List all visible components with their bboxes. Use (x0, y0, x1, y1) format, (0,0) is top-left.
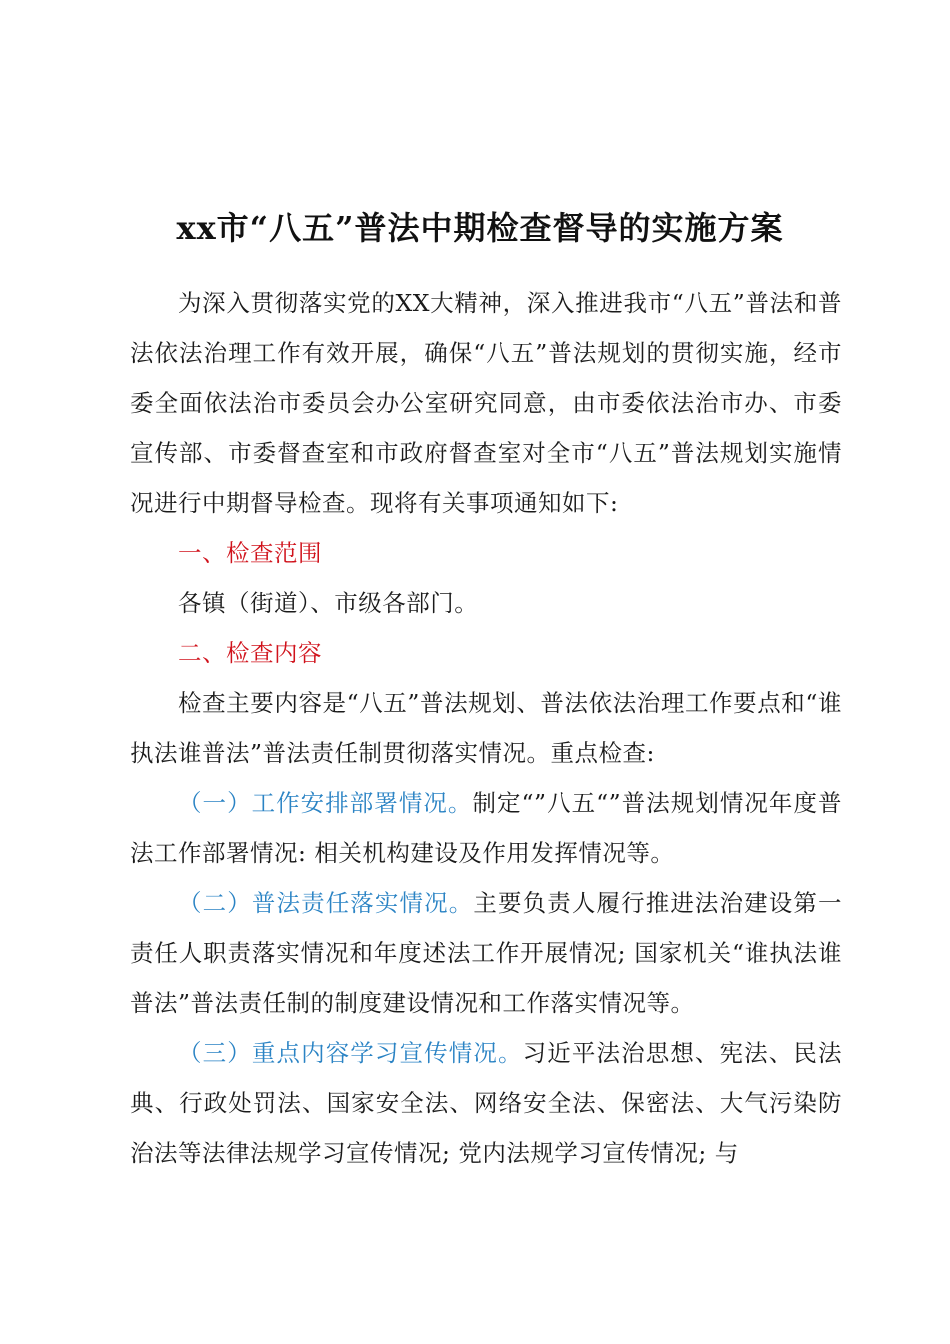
item-paragraph (130, 778, 842, 878)
item-text: 主要负责人履行推进法治建设第一责任人职责落实情况和年度述法工作开展情况; 国家机关“谁执法谁普法”普法责任制的制度建设情况和工作落实情况等。 (130, 889, 843, 1017)
scope-paragraph: 各镇（街道）、市级各部门。 (178, 589, 479, 617)
item-lead: （二）普法责任落实情况。 (178, 889, 474, 917)
item-text: 习近平法治思想、宪法、民法典、行政处罚法、国家安全法、网络安全法、保密法、大气污染防治法等法律法规学习宣传情况; 党内法规学习宣传情况; 与 (130, 1039, 843, 1167)
document-title: xx市“八五”普法中期检查督导的实施方案 (176, 209, 784, 247)
section-heading-scope: 一、检查范围 (178, 539, 322, 567)
item-lead: （一）工作安排部署情况。 (178, 789, 473, 817)
section-heading-content: 二、检查内容 (178, 639, 322, 667)
item-text: 制定“”八五“”普法规划情况年度普法工作部署情况: 相关机构建设及作用发挥情况等。 (130, 789, 842, 867)
document-body (130, 278, 842, 1178)
content-paragraph: 检查主要内容是“八五”普法规划、普法依法治理工作要点和“谁执法谁普法”普法责任制贯彻落实情况。重点检查: (130, 689, 842, 767)
item-paragraph (130, 878, 842, 1028)
item-paragraph (130, 1028, 842, 1178)
item-lead: （三）重点内容学习宣传情况。 (178, 1039, 523, 1067)
intro-paragraph: 为深入贯彻落实党的XX大精神，深入推进我市“八五”普法和普法依法治理工作有效开展，确保“八五”普法规划的贯彻实施，经市委全面依法治市委员会办公室研究同意，由市委依法治市办、市委宣传部、市委督查室和市政府督查室对全市“八五”普法规划实施情况进行中期督导检查。现将有关事项通知如下: (130, 289, 842, 517)
